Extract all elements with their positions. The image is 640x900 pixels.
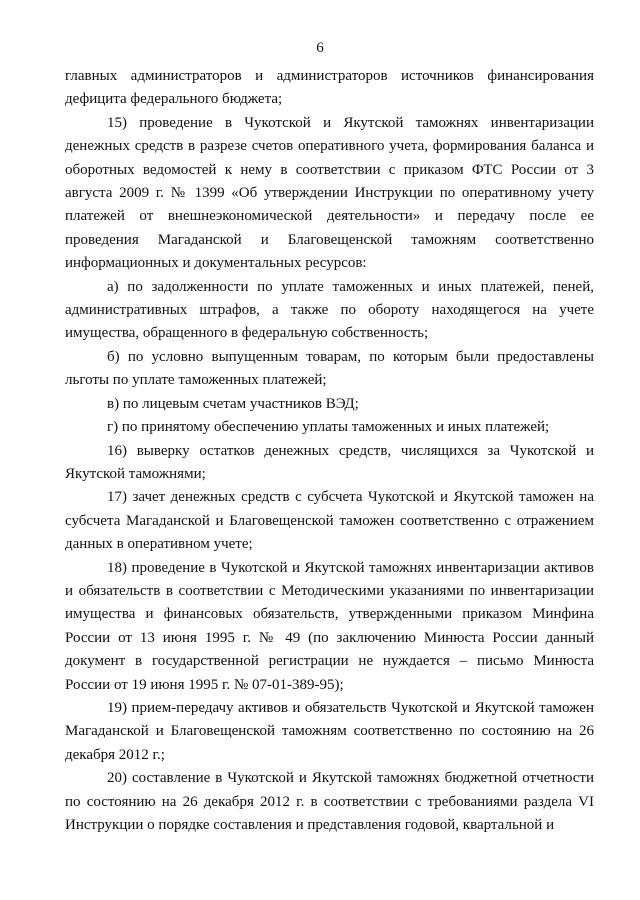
- paragraph-item-15: 15) проведение в Чукотской и Якутской таможнях инвентаризации денежных средств в разрезе счетов оперативного учета, формирования баланса и оборотных ведомостей к нему в соответствии с приказом ФТС России от 3 августа 2009 г. № 1399 «Об утверждении Инструкции по оперативному учету платежей от внешнеэкономической деятельности» и передачу после ее проведения Магаданской и Благовещенской таможням соответственно информационных и документальных ресурсов:: [65, 114, 594, 272]
- page-number: 6: [316, 40, 324, 56]
- paragraph-item-18: 18) проведение в Чукотской и Якутской таможнях инвентаризации активов и обязательств в соответствии с Методическими указаниями по инвентаризации имущества и финансовых обязательств, утвержденными приказом Минфина России от 13 июня 1995 г. № 49 (по заключению Минюста России данный документ в государственной регистрации не нуждается – письмо Минюста России от 19 июня 1995 г. № 07-01-389-95);: [65, 559, 594, 693]
- paragraph-subitem-b: б) по условно выпущенным товарам, по которым были предоставлены льготы по уплате таможенных платежей;: [65, 348, 594, 389]
- paragraph-item-20: 20) составление в Чукотской и Якутской таможнях бюджетной отчетности по состоянию на 26 декабря 2012 г. в соответствии с требованиями раздела VI Инструкции о порядке составления и представления годовой, квартальной и: [65, 770, 594, 833]
- paragraph-subitem-g: г) по принятому обеспечению уплаты таможенных и иных платежей;: [107, 419, 550, 436]
- paragraph-subitem-v: в) по лицевым счетам участников ВЭД;: [107, 395, 359, 412]
- document-body: [65, 65, 594, 837]
- paragraph-item-17: 17) зачет денежных средств с субсчета Чукотской и Якутской таможен на субсчета Магаданской и Благовещенской таможен соответственно с отражением данных в оперативном учете;: [65, 489, 594, 553]
- paragraph-item-19: 19) прием-передачу активов и обязательств Чукотской и Якутской таможен Магаданской и Благовещенской таможням соответственно по состоянию на 26 декабря 2012 г.;: [65, 699, 594, 763]
- paragraph-subitem-a: а) по задолженности по уплате таможенных и иных платежей, пеней, административных штрафов, а также по обороту находящегося на учете имущества, обращенного в федеральную собственность;: [65, 278, 594, 342]
- paragraph-continuation: главных администраторов и администраторов источников финансирования дефицита федерального бюджета;: [65, 68, 594, 108]
- paragraph-item-16: 16) выверку остатков денежных средств, числящихся за Чукотской и Якутской таможнями;: [65, 442, 594, 482]
